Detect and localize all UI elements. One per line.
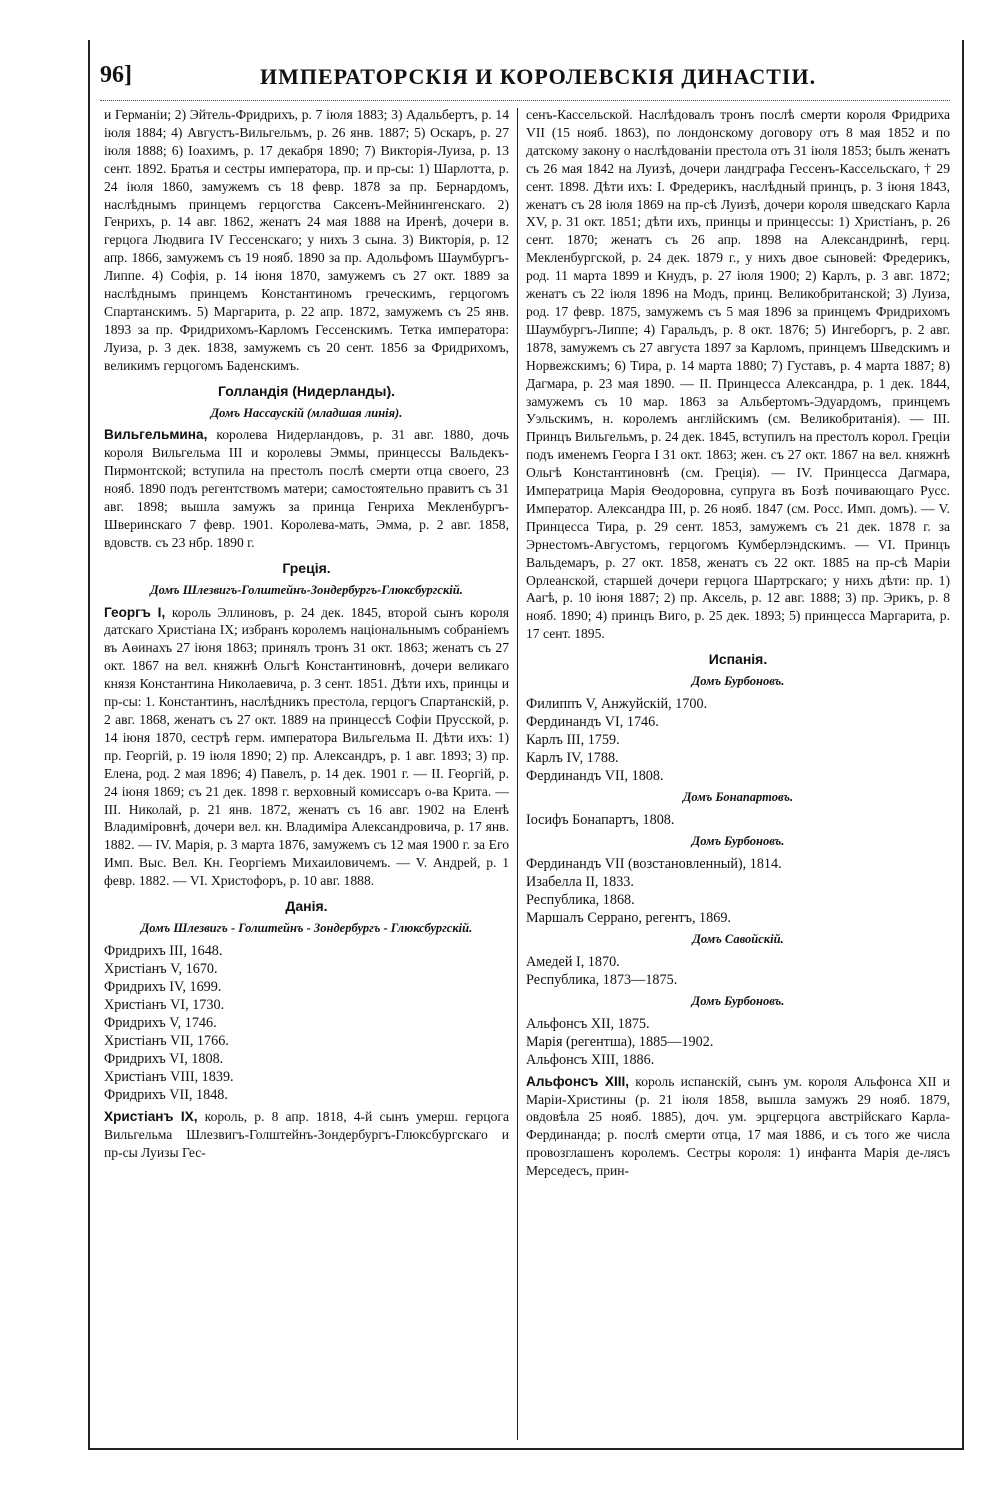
- list-item: Карлъ IV, 1788.: [526, 750, 619, 766]
- header-rule: [100, 100, 950, 101]
- section-heading-netherlands: Голландія (Нидерланды).: [217, 382, 396, 399]
- christian-name: Христіанъ IX,: [104, 1108, 198, 1124]
- denmark-rulers-list: [104, 942, 509, 1104]
- alfonso-entry: [526, 1073, 950, 1180]
- christian-text: король, р. 8 апр. 1818, 4-й сынъ умерш. герцога Вильгельма Шлезвигъ-Голштейнъ-Зондербургъ-Глюксбургскаго и пр-сы Луизы Гес-: [104, 1108, 509, 1160]
- spain-rulers-list-2: [526, 811, 950, 829]
- list-item: Маршалъ Серрано, регентъ, 1869.: [526, 909, 731, 926]
- george-text: король Эллиновъ, р. 24 дек. 1845, второй сынъ короля датскаго Христіана IX; избранъ королемъ національнымъ собраніемъ въ Аѳинахъ 27 іюня 1863; принялъ тронъ 31 окт. 1863; женатъ съ 27 окт. 1867 на вел. княжнѣ Ольгѣ Константиновнѣ, дочери великаго князя Константина Николаевича, р. 3 сент. 1851. Дѣти ихъ, принцы и пр-сы: 1. Константинъ, наслѣдникъ престола, герцогъ Спартанскій, р. 2 авг. 1868, женатъ съ 27 окт. 1889 на принцессѣ Софіи Прусской, р. 14 іюня 1870, сестрѣ герм. императора Вильгельма II. Дѣти ихъ: 1) пр. Георгій, р. 19 іюля 1890; 2) пр. Александръ, р. 1 авг. 1893; 3) пр. Елена, род. 2 мая 1896; 4) Павелъ, р. 14 дек. 1901 г. — II. Георгій, р. 24 іюня 1869; съ 21 дек. 1898 г. верховный комиссаръ о-ва Крита. — III. Николай, р. 21 янв. 1872, женатъ съ 16 авг. 1902 на Еленѣ Владиміровнѣ, дочери вел. кн. Владиміра Александровича, р. 17 янв. 1882. — IV. Марія, р. 3 марта 1876, замужемъ съ 12 мая 1900 г. за Его Имп. Выс. Вел. Кн. Георгіемъ Михаиловичемъ. — V. Андрей, р. 1 февр. 1882. — VI. Христофоръ, р. 10 авг. 1888.: [104, 604, 509, 889]
- left-column: [104, 106, 509, 1436]
- spain-rulers-list-3: [526, 855, 950, 927]
- section-heading-spain: Испанія.: [708, 651, 768, 668]
- christian-continuation: сенъ-Кассельской. Наслѣдовалъ тронъ послѣ смерти короля Фридриха VII (15 нояб. 1863), по лондонскому договору отъ 8 мая 1852 и по датскому закону о наслѣдованіи престола отъ 31 іюля 1853; былъ женатъ съ 26 мая 1842 на Луизѣ, дочери ландграфа Гессенъ-Кассельскаго, † 29 сент. 1898. Дѣти ихъ: I. Фредерикъ, наслѣдный принцъ, р. 3 іюня 1843, женатъ съ 28 іюля 1869 на пр-сѣ Луизѣ, дочери короля шведскаго Карла XV, р. 31 окт. 1851; дѣти ихъ, принцы и принцессы: 1) Христіанъ, р. 26 сент. 1870; женатъ съ 26 апр. 1898 на Александринѣ, герц. Мекленбургской, р. 24 дек. 1879 г., у нихъ двое сыновей: Фредерикъ, род. 11 марта 1899 и Кнудъ, р. 27 іюля 1900; 2) Карлъ, р. 3 авг. 1872; женатъ съ 22 іюля 1896 на Модъ, принц. Великобританской; 3) Луиза, род. 17 февр. 1875, замужемъ съ 5 мая 1896 за принцемъ Фридрихомъ Шаумбургъ-Липпе; 4) Гаральдъ, р. 8 окт. 1876; 5) Ингеборгъ, р. 2 авг. 1878, замужемъ съ 27 августа 1897 за Карломъ, принцемъ Шведскимъ и Норвежскимъ; 6) Тира, р. 14 марта 1880; 7) Густавъ, р. 4 марта 1887; 8) Дагмара, р. 23 мая 1890. — II. Принцесса Александра, р. 1 дек. 1844, замужемъ съ 10 мар. 1863 за Альбертомъ-Эдуардомъ, принцемъ Уэльскимъ, н. королемъ англійскимъ (см. Великобританія). — III. Принцъ Вильгельмъ, р. 24 дек. 1845, вступилъ на престолъ корол. Греціи подъ именемъ Георга I 31 окт. 1863; жен. съ 27 окт. 1867 на вел. княжнѣ Ольгѣ Константиновнѣ (см. Греція). — IV. Принцесса Дагмара, Императрица Марія Ѳеодоровна, супруга въ Бозѣ почивающаго Русс. Император. Александра III, р. 26 нояб. 1847 (см. Росс. Имп. домъ). — V. Принцесса Тира, р. 29 сент. 1853, замужемъ съ 21 дек. 1878 г. за Эрнестомъ-Августомъ, герцогомъ Кумберлэндскимъ. — VI. Принцъ Вальдемаръ, р. 27 окт. 1858, женатъ съ 22 окт. 1885 на пр-сѣ Маріи Орлеанской, старшей дочери герцога Шартрскаго; у нихъ дѣти: пр. 1) Аагѣ, р. 10 іюня 1887; 2) пр. Аксель, р. 12 авг. 1888; 3) пр. Эрикъ, р. 8 нояб. 1890; 4) принцъ Виго, р. 25 дек. 1893; 5) принцесса Маргарита, р. 17 сент. 1895.: [526, 107, 950, 642]
- george-name: Георгъ I,: [104, 604, 166, 620]
- list-item: Фридрихъ VII, 1848.: [104, 1086, 228, 1103]
- list-item: Іосифъ Бонапартъ, 1808.: [526, 811, 675, 828]
- house-heading-bourbon-1: Домъ Бурбоновъ.: [691, 674, 785, 689]
- list-item: Республика, 1873—1875.: [526, 971, 678, 988]
- wilhelmina-text: королева Нидерландовъ, р. 31 авг. 1880, дочь короля Вильгельма III и королевы Эммы, принцессы Вальдекъ-Пирмонтской; вступила на престолъ послѣ смерти отца своего, 23 нояб. 1890 подъ регентствомъ матери; самостоятельно правитъ съ 31 авг. 1898; вышла замужъ за принца Генриха Мекленбургъ-Шверинскаго 7 февр. 1901. Королева-мать, Эмма, р. 2 авг. 1858, вдовств. съ 23 нбр. 1890 г.: [104, 427, 509, 550]
- running-title: ИМПЕРАТОРСКІЯ И КОРОЛЕВСКІЯ ДИНАСТІИ.: [260, 64, 817, 89]
- list-item: Карлъ III, 1759.: [526, 732, 620, 748]
- right-column: [526, 106, 950, 1436]
- page-header: [100, 62, 950, 96]
- list-item: Фридрихъ IV, 1699.: [104, 978, 222, 995]
- list-item: Фердинандъ VI, 1746.: [526, 714, 659, 730]
- list-item: Изабелла II, 1833.: [526, 873, 634, 890]
- list-item: Фридрихъ III, 1648.: [104, 942, 223, 959]
- wilhelmina-entry: [104, 426, 509, 551]
- column-divider: [517, 108, 518, 1440]
- list-item: Республика, 1868.: [526, 891, 635, 908]
- section-heading-greece: Греція.: [282, 559, 331, 576]
- house-heading-savoy: Домъ Савойскій.: [692, 931, 784, 946]
- spain-rulers-list-5: [526, 1015, 950, 1069]
- house-heading-glucksburg-denmark: Домъ Шлезвигъ - Голштейнъ - Зондербургъ - Глюксбургскій.: [140, 920, 473, 935]
- house-heading-bonaparte: Домъ Бонапартовъ.: [682, 790, 794, 804]
- alfonso-text: король испанскій, сынъ ум. короля Альфонса XII и Маріи-Христины (р. 21 іюля 1858, вышла замужъ 29 нояб. 1879, овдовѣла 25 нояб. 1885), доч. ум. эрцгерцога австрійскаго Карла-Фердинанда; р. послѣ смерти отца, 17 мая 1886, и съ того же числа провозглашенъ королемъ. Сестры короля: 1) инфанта Марія де-лясъ Мерседесъ, прин-: [526, 1073, 950, 1179]
- spain-rulers-list-4: [526, 953, 950, 989]
- house-heading-nassau: Домъ Нассаускій (младшая линія).: [210, 405, 403, 420]
- list-item: Альфонсъ XII, 1875.: [526, 1015, 650, 1032]
- george-entry: [104, 604, 509, 891]
- list-item: Фердинандъ VII (возстановленный), 1814.: [526, 855, 782, 872]
- list-item: Фердинандъ VII, 1808.: [526, 768, 664, 784]
- list-item: Фридрихъ VI, 1808.: [104, 1050, 224, 1067]
- list-item: Альфонсъ XIII, 1886.: [526, 1051, 655, 1068]
- christian-entry: [104, 1108, 509, 1162]
- spain-rulers-list-1: [526, 695, 950, 785]
- house-heading-glucksburg-greece: Домъ Шлезвигъ-Голштейнъ-Зондербургъ-Глюксбургскій.: [150, 582, 463, 597]
- page-number: 96]: [100, 62, 132, 88]
- list-item: Амедей I, 1870.: [526, 953, 620, 970]
- list-item: Христіанъ VI, 1730.: [104, 996, 225, 1013]
- house-heading-bourbon-2: Домъ Бурбоновъ.: [691, 833, 785, 848]
- list-item: Марія (регентша), 1885—1902.: [526, 1033, 714, 1050]
- list-item: Христіанъ VIII, 1839.: [104, 1068, 234, 1085]
- list-item: Христіанъ V, 1670.: [104, 960, 218, 977]
- list-item: Филиппъ V, Анжуйскій, 1700.: [526, 696, 708, 712]
- list-item: Христіанъ VII, 1766.: [104, 1032, 229, 1049]
- list-item: Фридрихъ V, 1746.: [104, 1014, 217, 1031]
- section-heading-denmark: Данія.: [285, 898, 328, 915]
- prussia-continuation: и Германіи; 2) Эйтель-Фридрихъ, р. 7 іюля 1883; 3) Адальбертъ, р. 14 іюля 1884; 4) Августъ-Вильгельмъ, р. 26 янв. 1887; 5) Оскаръ, р. 27 іюля 1888; 6) Іоахимъ, р. 17 декабря 1890; 7) Викторія-Луиза, р. 13 сент. 1892. Братья и сестры императора, пр. и пр-сы: 1) Шарлотта, р. 24 іюля 1860, замужемъ съ 18 февр. 1878 за пр. Бернардомъ, наслѣднымъ принцемъ герцогства Саксенъ-Мейнингенскаго. 2) Генрихъ, р. 14 авг. 1862, женатъ 24 мая 1888 на Иренѣ, дочери в. герцога Людвига IV Гессенскаго; у нихъ 3 сына. 3) Викторія, р. 12 апр. 1866, замужемъ съ 19 нояб. 1890 за пр. Адольфомъ Шаумбургъ-Липпе. 4) Софія, р. 14 іюня 1870, замужемъ съ 27 окт. 1889 за наслѣднымъ принцемъ Константиномъ греческимъ, герцогомъ Спартанскимъ. 5) Маргарита, р. 22 апр. 1872, замужемъ съ 25 янв. 1893 за пр. Фридрихомъ-Карломъ Гессенскимъ. Тетка императора: Луиза, р. 3 дек. 1838, замужемъ съ 20 сент. 1856 за Фридрихомъ, великимъ герцогомъ Баденскимъ.: [104, 107, 509, 373]
- alfonso-name: Альфонсъ XIII,: [526, 1073, 630, 1089]
- wilhelmina-name: Вильгельмина,: [104, 427, 208, 443]
- house-heading-bourbon-3: Домъ Бурбоновъ.: [691, 993, 785, 1008]
